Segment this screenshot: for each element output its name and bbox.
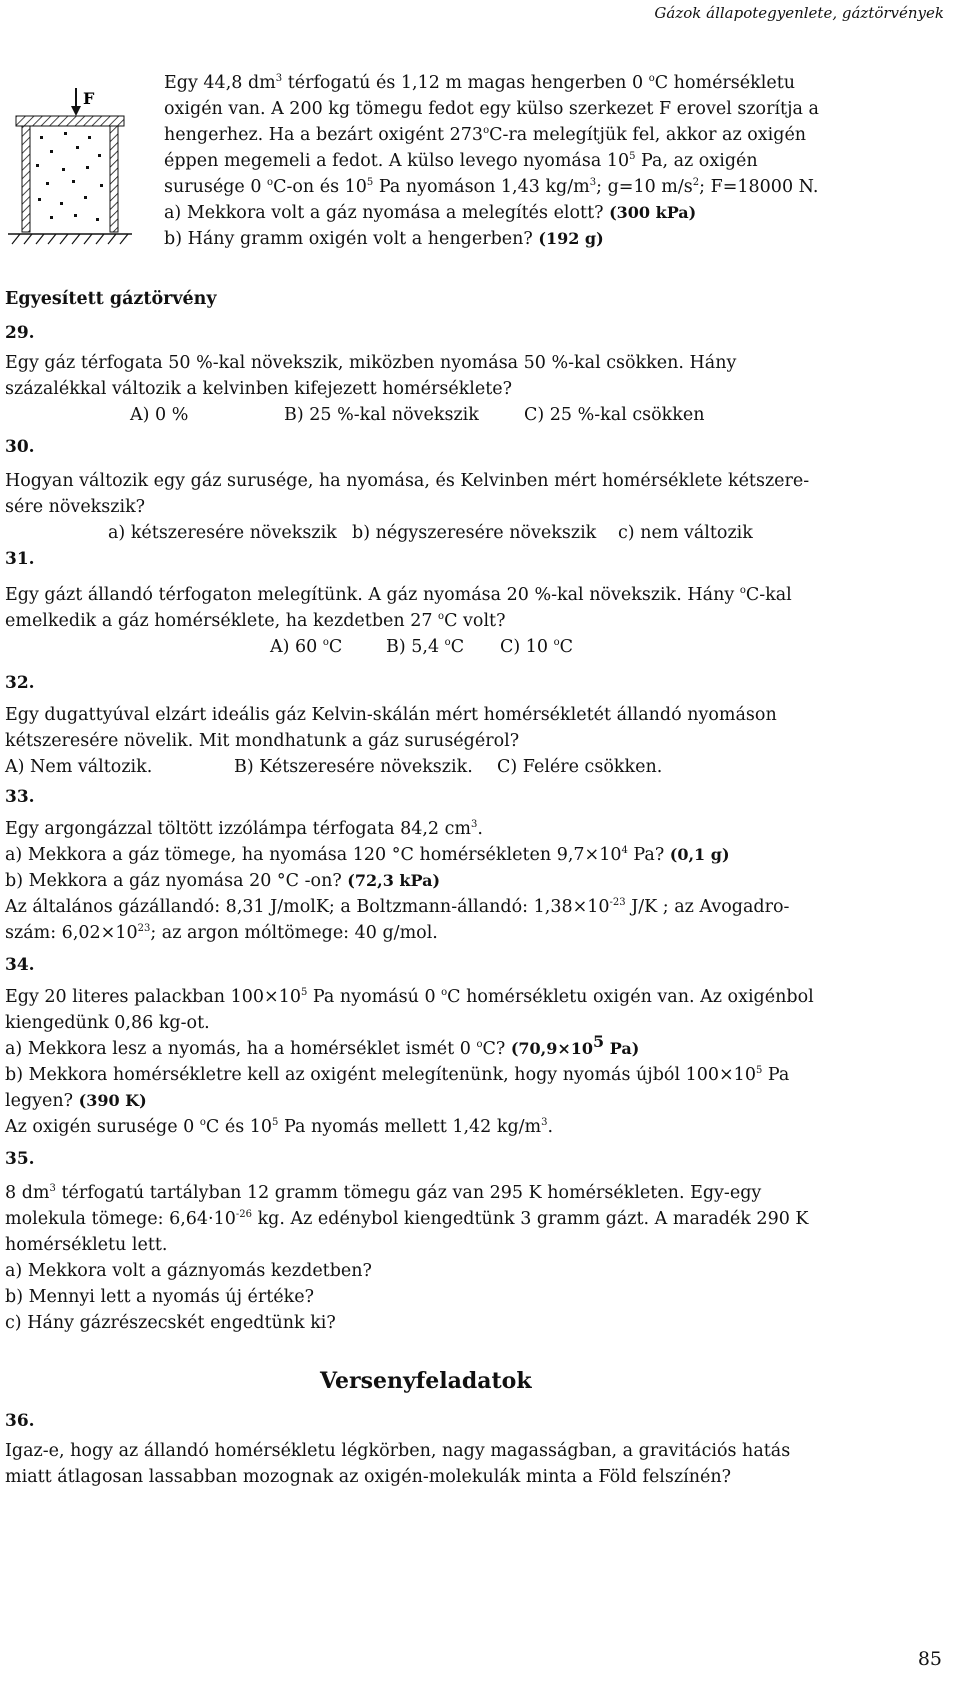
problem-31-line-2: emelkedik a gáz homérséklete, ha kezdetben 27 $^o$C volt? xyxy=(5,611,506,631)
problem-32-option-c: C) Felére csökken. xyxy=(497,757,663,777)
problem-32-line-2: kétszeresére növelik. Mit mondhatunk a gáz suruségérol? xyxy=(5,731,520,751)
problem-36-line-1: Igaz-e, hogy az állandó homérsékletu légkörben, nagy magasságban, a gravitációs hatás xyxy=(5,1441,791,1461)
problem-31-option-c: C) 10 $^o$C xyxy=(500,637,574,657)
intro-line-2: oxigén van. A 200 kg tömegu fedot egy külso szerkezet F erovel szorítja a xyxy=(164,99,819,119)
problem-34-line-6: Az oxigén surusége 0 $^o$C és $10^5$ Pa nyomás mellett 1,42 $kg/m^3$. xyxy=(5,1117,554,1137)
problem-30-line-1: Hogyan változik egy gáz surusége, ha nyomása, és Kelvinben mért homérséklete kétszere- xyxy=(5,471,810,491)
problem-34-line-1: Egy 20 literes palackban $100\times 10^5$ Pa nyomású 0 $^o$C homérsékletu oxigén van. Az oxigénbol xyxy=(5,987,814,1007)
problem-35-line-5: b) Mennyi lett a nyomás új értéke? xyxy=(5,1287,315,1307)
problem-29-option-b: B) 25 %-kal növekszik xyxy=(284,405,479,425)
intro-line-1: Egy 44,8 $dm^3$ térfogatú és 1,12 m magas hengerben 0 $^o$C homérsékletu xyxy=(164,73,795,93)
section-title: Egyesített gáztörvény xyxy=(5,289,217,309)
right-wall xyxy=(110,126,118,232)
intro-line-5: surusége 0 $^o$C-on és $10^5$ Pa nyomáson 1,43 $kg/m^3$; g=10 $m/s^2$; F=18000 N. xyxy=(164,177,819,197)
problem-32-number: 32. xyxy=(5,673,35,693)
problem-29-line-1: Egy gáz térfogata 50 %-kal növekszik, miközben nyomása 50 %-kal csökken. Hány xyxy=(5,353,737,373)
ground-hatch xyxy=(12,234,128,244)
cylinder-figure xyxy=(6,84,136,254)
force-arrowhead xyxy=(71,106,81,116)
problem-29-option-c: C) 25 %-kal csökken xyxy=(524,405,705,425)
problem-34-line-3: a) Mekkora lesz a nyomás, ha a homérséklet ismét 0 $^o$C? ($70,9\times 10^5$ Pa) xyxy=(5,1032,640,1059)
problem-29-number: 29. xyxy=(5,323,35,343)
problem-35-line-6: c) Hány gázrészecskét engedtünk ki? xyxy=(5,1313,336,1333)
problem-33-line-1: Egy argongázzal töltött izzólámpa térfogata 84,2 $cm^3$. xyxy=(5,819,483,839)
problem-34-line-2: kiengedünk 0,86 kg-ot. xyxy=(5,1013,210,1033)
problem-29-option-a: A) 0 % xyxy=(130,405,189,425)
problem-33-line-3: b) Mekkora a gáz nyomása 20 °C -on? (72,3 kPa) xyxy=(5,871,441,891)
force-label: F xyxy=(83,89,95,108)
problem-32-option-b: B) Kétszeresére növekszik. xyxy=(234,757,473,777)
problem-34-number: 34. xyxy=(5,955,35,975)
competition-title: Versenyfeladatok xyxy=(320,1368,532,1394)
left-wall xyxy=(22,126,30,232)
problem-36-line-2: miatt átlagosan lassabban mozognak az oxigén-molekulák minta a Föld felszínén? xyxy=(5,1467,731,1487)
problem-35-line-4: a) Mekkora volt a gáznyomás kezdetben? xyxy=(5,1261,372,1281)
problem-30-line-2: sére növekszik? xyxy=(5,497,146,517)
problem-31-number: 31. xyxy=(5,549,35,569)
problem-29-line-2: százalékkal változik a kelvinben kifejezett homérséklete? xyxy=(5,379,513,399)
problem-34-line-4: b) Mekkora homérsékletre kell az oxigént melegítenünk, hogy nyomás újból $100\times 10^5$ Pa xyxy=(5,1065,790,1085)
problem-34-line-5: legyen? (390 K) xyxy=(5,1091,147,1111)
problem-31-line-1: Egy gázt állandó térfogaton melegítünk. A gáz nyomása 20 %-kal növekszik. Hány $^o$C-kal xyxy=(5,585,792,605)
intro-question-a: a) Mekkora volt a gáz nyomása a melegítés elott? (300 kPa) xyxy=(164,203,697,223)
problem-32-line-1: Egy dugattyúval elzárt ideális gáz Kelvin-skálán mért homérsékletét állandó nyomáson xyxy=(5,705,777,725)
running-header: Gázok állapotegyenlete, gáztörvények xyxy=(654,4,944,22)
intro-line-3: hengerhez. Ha a bezárt oxigént 273$^o$C-ra melegítjük fel, akkor az oxigén xyxy=(164,125,807,145)
problem-32-option-a: A) Nem változik. xyxy=(5,757,153,777)
problem-31-option-a: A) 60 $^o$C xyxy=(270,637,343,657)
problem-33-line-2: a) Mekkora a gáz tömege, ha nyomása 120 °C homérsékleten $9,7\times 10^4$ Pa? (0,1 g) xyxy=(5,845,730,865)
problem-30-number: 30. xyxy=(5,437,35,457)
problem-30-option-b: b) négyszeresére növekszik xyxy=(352,523,597,543)
problem-35-line-2: molekula tömege: $6,64\cdot 10^{-26}$ kg. Az edénybol kiengedtünk 3 gramm gázt. A maradék 290 K xyxy=(5,1209,809,1229)
page-number: 85 xyxy=(917,1648,942,1670)
problem-31-option-b: B) 5,4 $^o$C xyxy=(386,637,465,657)
intro-question-b: b) Hány gramm oxigén volt a hengerben? (192 g) xyxy=(164,229,604,249)
problem-35-line-1: 8 $dm^3$ térfogatú tartályban 12 gramm tömegu gáz van 295 K homérsékleten. Egy-egy xyxy=(5,1183,762,1203)
problem-30-option-a: a) kétszeresére növekszik xyxy=(108,523,337,543)
problem-35-number: 35. xyxy=(5,1149,35,1169)
problem-33-number: 33. xyxy=(5,787,35,807)
lid xyxy=(16,116,124,126)
problem-30-option-c: c) nem változik xyxy=(618,523,753,543)
problem-36-number: 36. xyxy=(5,1411,35,1431)
problem-33-line-5: szám: $6,02\times 10^{23}$; az argon móltömege: 40 g/mol. xyxy=(5,923,438,943)
gas-dots xyxy=(36,132,103,221)
problem-35-line-3: homérsékletu lett. xyxy=(5,1235,168,1255)
problem-33-line-4: Az általános gázállandó: 8,31 J/molK; a Boltzmann-állandó: $1,38\times 10^{-23}$ J/K ; az Avogadro- xyxy=(5,897,790,917)
intro-line-4: éppen megemeli a fedot. A külso levego nyomása $10^5$ Pa, az oxigén xyxy=(164,151,758,171)
